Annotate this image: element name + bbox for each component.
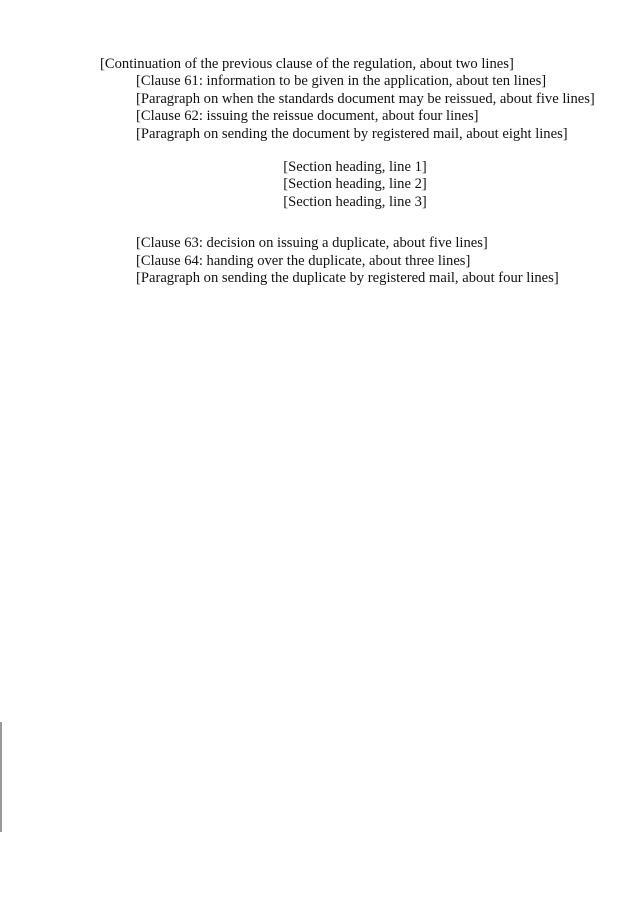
paragraph-duplicate-mail: [Paragraph on sending the duplicate by registered mail, about four lines] (136, 270, 559, 287)
paragraph-mail-delivery: [Paragraph on sending the document by registered mail, about eight lines] (136, 125, 568, 142)
section-heading-line: [Section heading, line 1] (283, 159, 427, 176)
scan-edge-mark (0, 722, 2, 832)
document-body (100, 56, 610, 287)
paragraph-reissue-conditions: [Paragraph on when the standards document may be reissued, about five lines] (136, 90, 595, 107)
section-heading-line: [Section heading, line 3] (283, 193, 427, 210)
paragraph-clause-63: [Clause 63: decision on issuing a duplicate, about five lines] (136, 235, 488, 252)
paragraph-clause-62: [Clause 62: issuing the reissue document, about four lines] (136, 108, 479, 125)
section-heading-line: [Section heading, line 2] (283, 176, 427, 193)
paragraph-clause-61: [Clause 61: information to be given in the application, about ten lines] (136, 73, 547, 90)
section-heading (100, 159, 610, 211)
paragraph-clause-64: [Clause 64: handing over the duplicate, about three lines] (136, 252, 471, 269)
paragraph-continuation: [Continuation of the previous clause of the regulation, about two lines] (100, 56, 514, 72)
